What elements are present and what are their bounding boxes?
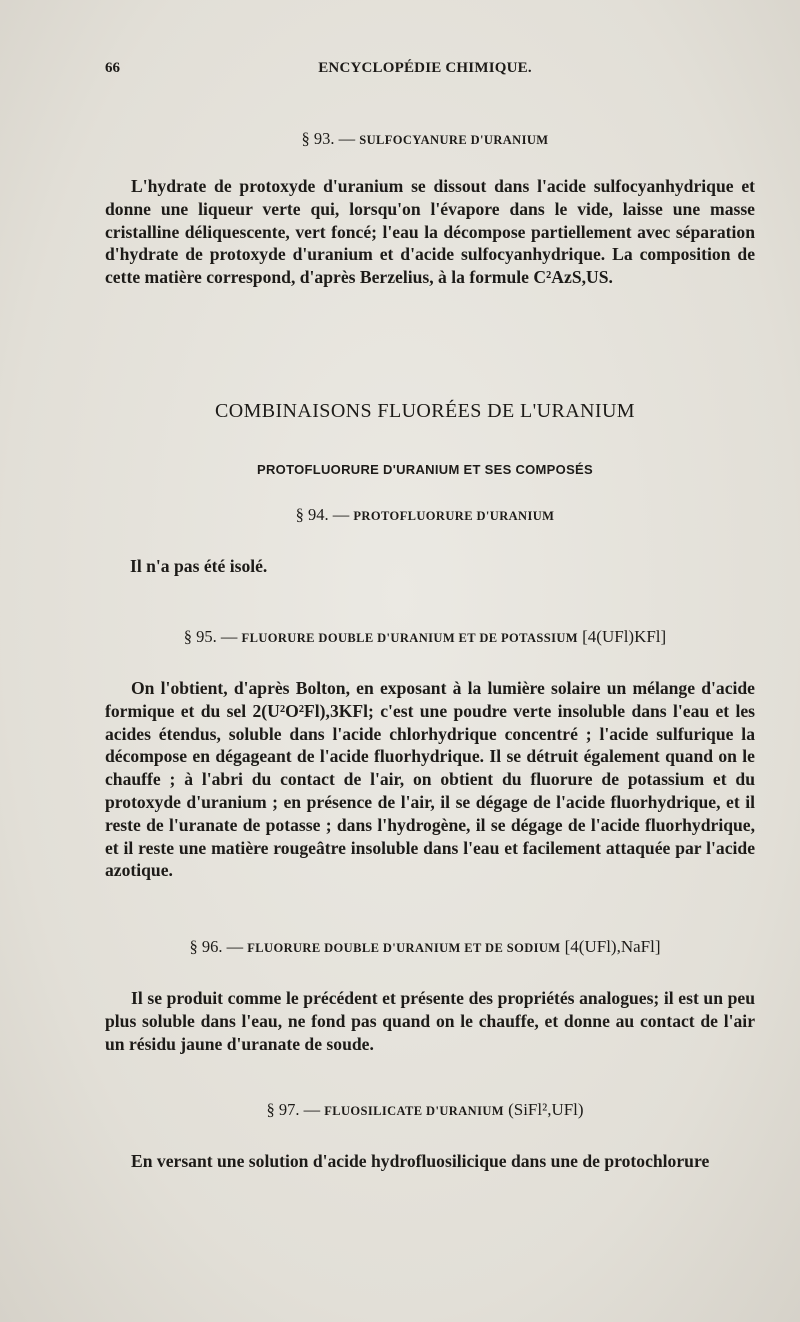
section-94-title: PROTOFLUORURE D'URANIUM <box>353 509 555 523</box>
section-94-text: Il n'a pas été isolé. <box>130 556 268 576</box>
section-97-title: FLUOSILICATE D'URANIUM <box>324 1104 504 1118</box>
section-93-title: SULFOCYANURE D'URANIUM <box>359 133 549 147</box>
section-94-heading <box>100 505 750 525</box>
page-header <box>105 60 745 84</box>
page-number: 66 <box>105 60 120 76</box>
section-96-paragraph: Il se produit comme le précédent et présente des propriétés analogues; il est un peu plus soluble dans l'eau, ne fond pas quand on le chauffe, et donne au contact de l'air un résidu jaune d'uranate de soude. <box>105 988 755 1054</box>
section-97-paragraph: En versant une solution d'acide hydrofluosilicique dans une de protochlorure <box>131 1151 710 1171</box>
section-93-number: § 93. — <box>301 129 356 148</box>
section-96-number: § 96. — <box>189 937 244 956</box>
section-95-formula: [4(UFl)KFl] <box>582 627 667 646</box>
section-93-heading <box>100 129 750 149</box>
section-97-number: § 97. — <box>266 1100 321 1119</box>
section-93-paragraph: L'hydrate de protoxyde d'uranium se dissout dans l'acide sulfocyanhydrique et donne une liqueur verte qui, lorsqu'on l'évapore dans le vide, laisse une masse cristalline déliquescente, vert foncé; l'eau la décompose partiellement avec séparation d'hydrate de protoxyde d'uranium et d'acide sulfocyanhydrique. La composition de cette matière correspond, d'après Berzelius, à la formule C²AzS,US. <box>105 176 755 288</box>
section-96-heading <box>100 937 750 957</box>
section-95-number: § 95. — <box>183 627 238 646</box>
section-94-number: § 94. — <box>295 505 350 524</box>
section-96-title: FLUORURE DOUBLE D'URANIUM ET DE SODIUM <box>247 941 561 955</box>
section-96-formula: [4(UFl),NaFl] <box>564 937 661 956</box>
section-95-heading <box>100 627 750 647</box>
section-95-paragraph: On l'obtient, d'après Bolton, en exposant à la lumière solaire un mélange d'acide formique et du sel 2(U²O²Fl),3KFl; c'est une poudre verte insoluble dans l'eau et les acides étendus, soluble dans l'acide chlorhydrique concentré ; l'acide sulfurique la décompose en dégageant de l'acide fluorhydrique. Il se détruit également quand on le chauffe ; à l'abri du contact de l'air, on obtient du fluorure de potassium et du protoxyde d'uranium ; en présence de l'air, il se dégage de l'acide fluorhydrique, et il reste de l'uranate de potasse ; dans l'hydrogène, il se dégage de l'acide fluorhydrique, et il reste une matière rougeâtre insoluble dans l'eau et facilement attaquée par l'acide azotique. <box>105 678 755 881</box>
chapter-title: COMBINAISONS FLUORÉES DE L'URANIUM <box>214 400 635 422</box>
section-97-formula: (SiFl²,UFl) <box>508 1100 584 1119</box>
section-97-heading <box>100 1100 750 1120</box>
section-95-title: FLUORURE DOUBLE D'URANIUM ET DE POTASSIUM <box>241 631 579 645</box>
running-title: ENCYCLOPÉDIE CHIMIQUE. <box>318 60 532 76</box>
chapter-subtitle: PROTOFLUORURE D'URANIUM ET SES COMPOSÉS <box>257 462 593 477</box>
